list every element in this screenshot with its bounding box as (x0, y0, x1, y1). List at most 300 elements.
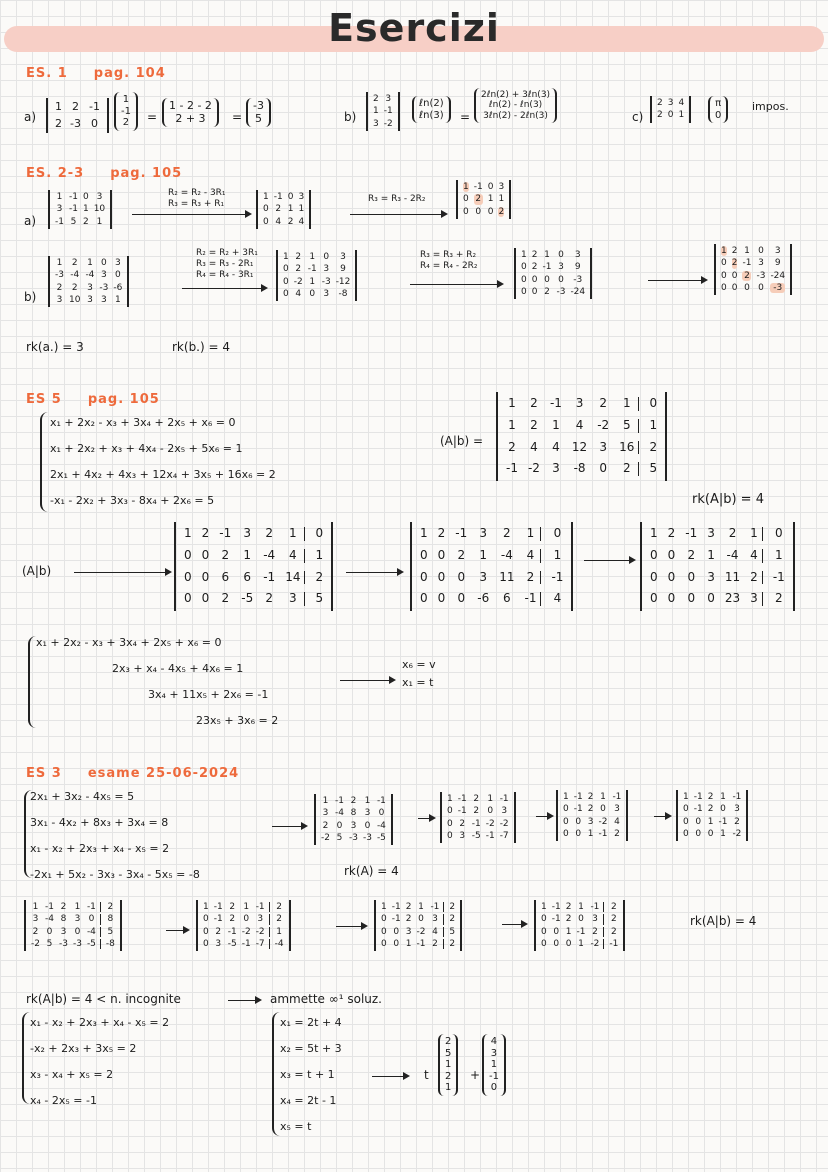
matrix-cell: -1 (44, 902, 54, 912)
matrix-cell: 0 (115, 270, 121, 281)
matrix-cell: 0 (575, 816, 582, 827)
matrix-cell: 0 (315, 526, 324, 540)
matrix-cell: -1 (87, 902, 101, 912)
matrix-cell: 0 (475, 206, 482, 217)
matrix-cell: 3 (87, 282, 93, 293)
matrix-cell: 2 (405, 914, 412, 925)
row-operation: R₂ = R₂ + 3R₁ (196, 248, 258, 258)
matrix-cell: 3 (405, 926, 412, 937)
matrix-cell: -1 (455, 526, 468, 540)
matrix-cell: -2 (485, 818, 495, 829)
matrix-cell: -1 (416, 939, 426, 950)
matrix-cell: -1 (391, 914, 401, 925)
arrow (228, 1000, 260, 1001)
matrix-cell: -4 (263, 547, 276, 562)
es3-system (30, 784, 200, 888)
matrix-cell: 0 (447, 818, 453, 829)
matrix-cell: 0 (263, 216, 269, 227)
matrix-cell: 1 (203, 902, 209, 912)
matrix-cell: 2 (221, 547, 230, 562)
matrix-cell: 3 (96, 192, 103, 202)
matrix-cell: 1 (750, 527, 763, 541)
equals-sign: = (232, 110, 243, 124)
vector-entry: 5 (445, 1047, 452, 1059)
matrix-cell: 2 (322, 820, 329, 831)
matrix-cell: 1 (707, 547, 715, 562)
matrix-cell: 1 (315, 547, 324, 562)
matrix-cell: 4 (750, 549, 763, 563)
system-brace (22, 1012, 30, 1104)
matrix-cell: 2 (728, 526, 737, 540)
matrix-cell: 3 (285, 592, 305, 606)
matrix-cell: -3 (348, 833, 358, 844)
es3-matrix-a3 (676, 790, 748, 841)
matrix-cell: 1 (32, 902, 39, 912)
vector-entry: 1 - 2 - 2 (169, 99, 212, 112)
vector-entry: -1 (489, 1070, 499, 1082)
row-operation: R₃ = R₃ - 2R₂ (368, 194, 426, 204)
matrix-cell: 1 (56, 192, 63, 202)
matrix-cell: 0 (683, 829, 689, 840)
matrix-cell: 1 (263, 192, 269, 202)
es3-matrix-b3 (534, 900, 625, 951)
es5-chain-label: (A|b) (22, 564, 52, 578)
matrix-cell: -1 (263, 569, 276, 584)
matrix-cell: 5 (46, 939, 53, 950)
matrix-cell: -1 (376, 796, 386, 806)
matrix-cell: 10 (93, 204, 106, 215)
matrix-cell: 4 (678, 98, 685, 108)
matrix-cell: -3 (321, 276, 331, 287)
matrix-cell: -2 (598, 816, 608, 827)
matrix-cell: -1 (430, 902, 444, 912)
matrix-cell: 2 (587, 804, 594, 815)
matrix-cell: -5 (471, 831, 481, 842)
matrix-cell: 3 (101, 295, 107, 306)
es3-conclusion-b: ammette ∞¹ soluz. (270, 992, 382, 1006)
matrix-cell: 3 (115, 258, 121, 268)
es5-reduced-eq-1: x₁ + 2x₂ - x₃ + 3x₄ + 2x₅ + x₆ = 0 (36, 636, 222, 649)
plus-sign: + (470, 1068, 481, 1082)
matrix-cell: 1 (707, 816, 714, 827)
matrix-cell: 0 (667, 591, 676, 606)
matrix-cell: -4 (44, 914, 54, 925)
arrow (74, 572, 170, 573)
matrix-cell: -2 (527, 461, 540, 476)
matrix-cell: 1 (82, 204, 89, 215)
matrix-cell: 0 (74, 926, 81, 937)
matrix-cell: 1 (578, 939, 584, 950)
matrix-cell: -4 (87, 927, 101, 937)
es23-rank-b: rk(b.) = 4 (172, 340, 230, 354)
es1-c-note: impos. (752, 100, 789, 113)
es1-heading: ES. 1 pag. 104 (26, 66, 166, 81)
vector-entry: 5 (254, 111, 262, 125)
matrix-cell: 1 (650, 526, 658, 540)
matrix-cell: 2 (667, 526, 676, 540)
matrix-cell: 1 (364, 796, 371, 806)
matrix-cell: 1 (508, 396, 516, 410)
matrix-cell: 2 (707, 804, 714, 815)
matrix-cell: -7 (256, 939, 270, 949)
matrix-cell: -4 (376, 820, 386, 831)
arrow (372, 1076, 408, 1077)
es5-reduced-eq-4: 23x₅ + 3x₆ = 2 (196, 714, 279, 727)
es23-a-row-ops-1 (168, 188, 226, 210)
equation: 2x₁ + 4x₂ + 4x₃ + 12x₄ + 3x₅ + 16x₆ = 2 (50, 468, 276, 481)
matrix-cell: 2 (55, 116, 62, 130)
matrix-cell: 0 (243, 914, 250, 925)
matrix-cell: 1 (87, 258, 93, 268)
es1-c-matrix (650, 96, 691, 123)
matrix-cell: 0 (378, 808, 385, 819)
matrix-cell: 3 (574, 250, 581, 260)
matrix-cell: 0 (487, 206, 494, 217)
matrix-cell: 1 (600, 792, 606, 802)
matrix-cell: 2 (373, 94, 379, 104)
matrix-cell: -3 (362, 833, 372, 844)
arrow (584, 560, 634, 561)
matrix-cell: -2 (31, 939, 40, 950)
equation: x₁ - x₂ + 2x₃ + x₄ - x₅ = 2 (30, 842, 170, 855)
matrix-cell: 2 (276, 914, 283, 925)
matrix-cell: 0 (553, 526, 562, 540)
matrix-cell: 0 (46, 926, 53, 937)
matrix-cell: 6 (243, 569, 252, 584)
matrix-cell: 0 (457, 569, 466, 584)
matrix-cell: 1 (525, 527, 542, 541)
matrix-cell: 3 (552, 461, 560, 476)
matrix-cell: 0 (758, 246, 764, 256)
matrix-cell: -1 (383, 106, 393, 117)
vector-entry: 0 (490, 1082, 498, 1093)
matrix-cell: 0 (649, 396, 658, 410)
matrix-cell: 2 (619, 462, 639, 476)
es3-reduced-system (30, 1010, 169, 1114)
matrix-cell: -4 (726, 547, 739, 562)
vector-entry: 3ℓn(2) - 2ℓn(3) (483, 110, 548, 121)
matrix-cell: 1 (463, 182, 469, 192)
es5-reduced-eq-3: 3x₄ + 11x₅ + 2x₆ = -1 (148, 688, 269, 701)
page-title: Esercizi (328, 6, 500, 50)
matrix-cell: 2 (475, 194, 482, 205)
matrix-cell: 0 (553, 926, 560, 937)
matrix-cell: 0 (203, 939, 209, 950)
matrix-cell: 0 (287, 192, 294, 202)
matrix-cell: 3 (350, 820, 357, 831)
matrix-cell: 5 (315, 591, 324, 606)
equation: x₂ = 5t + 3 (280, 1042, 342, 1055)
matrix-cell: 3 (373, 118, 379, 129)
matrix-cell: 1 (287, 204, 294, 215)
matrix-cell: 0 (283, 264, 289, 275)
matrix-cell: 3 (501, 806, 508, 817)
matrix-cell: 2 (734, 816, 740, 827)
matrix-cell: 3 (707, 569, 715, 584)
es3-matrix-b0 (24, 900, 122, 951)
matrix-cell: 9 (340, 264, 346, 275)
matrix-cell: 1 (720, 829, 726, 840)
matrix-cell: -4 (500, 547, 513, 562)
matrix-cell: -1 (576, 926, 586, 937)
vector-entry: 1 (490, 1059, 498, 1070)
equation: x₃ = t + 1 (280, 1068, 335, 1081)
matrix-cell: 3 (558, 262, 564, 273)
row-operation: R₃ = R₃ - 2R₁ (196, 259, 254, 269)
matrix-cell: 1 (487, 194, 494, 205)
es23-b-label: b) (24, 290, 37, 304)
matrix-cell: 0 (283, 289, 289, 300)
matrix-cell: 11 (724, 569, 741, 584)
matrix-cell: 0 (201, 591, 210, 606)
matrix-cell: 3 (599, 439, 607, 454)
equation: x₃ - x₄ + x₅ = 2 (30, 1068, 114, 1081)
matrix-cell: 1 (498, 194, 505, 205)
matrix-cell: 3 (479, 569, 488, 584)
matrix-cell: 3 (459, 831, 466, 842)
matrix-cell: 1 (115, 295, 121, 306)
matrix-cell: -1 (525, 592, 542, 606)
matrix-cell: 4 (530, 439, 538, 454)
matrix-cell: -5 (227, 939, 237, 950)
matrix-cell: 2 (449, 914, 456, 925)
matrix-cell: 2 (201, 526, 210, 540)
matrix-cell: 2 (265, 526, 274, 540)
matrix-cell: -4 (334, 808, 344, 819)
matrix-cell: -2 (241, 926, 251, 937)
matrix-cell: -1 (68, 204, 78, 215)
vector-entry: 2 + 3 (175, 111, 206, 125)
matrix-cell: -2 (416, 926, 426, 937)
matrix-cell: 2 (287, 216, 294, 227)
matrix-cell: 1 (96, 216, 103, 227)
matrix-cell: 1 (381, 902, 387, 912)
matrix-cell: -1 (693, 792, 703, 802)
matrix-cell: -1 (457, 806, 467, 817)
matrix-cell: 0 (600, 804, 606, 815)
matrix-cell: 0 (521, 274, 527, 285)
matrix-cell: 3 (364, 808, 371, 819)
matrix-cell: 3 (101, 270, 107, 281)
matrix-cell: 1 (309, 252, 316, 262)
matrix-cell: 0 (463, 206, 469, 217)
matrix-cell: 1 (276, 926, 283, 937)
matrix-cell: 2 (82, 216, 89, 227)
matrix-cell: 2 (60, 902, 67, 912)
matrix-cell: -1 (307, 264, 317, 275)
matrix-cell: 0 (650, 547, 658, 562)
matrix-cell: 0 (203, 914, 209, 925)
matrix-cell: 1 (721, 246, 727, 256)
vector-entry: 1 (445, 1059, 452, 1070)
matrix-cell: 0 (184, 547, 192, 562)
equation: x₁ + 2x₂ - x₃ + 3x₄ + 2x₅ + x₆ = 0 (50, 416, 236, 429)
arrow (654, 816, 670, 817)
equals-sign: = (460, 110, 471, 124)
matrix-cell: -1 (742, 258, 752, 269)
matrix-cell: -1 (612, 792, 622, 802)
matrix-cell: -3 (55, 270, 64, 281)
matrix-cell: 0 (420, 591, 428, 606)
matrix-cell: 4 (552, 439, 560, 454)
matrix-cell: 0 (487, 806, 494, 817)
matrix-cell: 0 (463, 194, 469, 205)
matrix-cell: 4 (553, 591, 562, 606)
matrix-cell: 2 (229, 914, 236, 925)
es23-a-matrix-2 (456, 180, 511, 219)
matrix-cell: 0 (82, 192, 89, 202)
matrix-cell: 1 (563, 792, 569, 802)
matrix-cell: -1 (551, 569, 564, 584)
matrix-cell: 5 (619, 419, 639, 433)
matrix-cell: 2 (525, 571, 542, 585)
es5-matrix-3 (640, 522, 795, 611)
vector-entry: -3 (253, 99, 264, 112)
matrix-cell: 2 (459, 818, 466, 829)
matrix-cell: 1 (405, 939, 412, 950)
matrix-cell: 0 (87, 914, 101, 924)
matrix-cell: 4 (575, 417, 584, 432)
matrix-cell: 0 (393, 926, 400, 937)
matrix-cell: 0 (667, 569, 676, 584)
es23-b-row-ops-1 (196, 248, 258, 281)
matrix-cell: 2 (430, 939, 444, 949)
matrix-cell: 0 (203, 926, 209, 937)
arrow (272, 826, 306, 827)
matrix-cell: 0 (437, 547, 446, 562)
matrix-cell: 0 (558, 250, 564, 260)
matrix-cell: 0 (541, 914, 547, 925)
matrix-cell: -1 (334, 796, 344, 806)
matrix-cell: 2 (457, 547, 466, 562)
matrix-cell: -2 (597, 417, 610, 432)
matrix-cell: 0 (381, 914, 387, 925)
matrix-cell: 2 (611, 902, 617, 912)
matrix-cell: 12 (571, 439, 588, 454)
matrix-cell: 0 (707, 829, 714, 840)
row-operation: R₃ = R₃ + R₂ (420, 250, 477, 260)
es23-b-matrix-3 (714, 244, 792, 295)
matrix-cell: -1 (485, 831, 495, 842)
matrix-cell: 2 (531, 262, 538, 273)
es23-b-matrix-0 (48, 256, 129, 307)
matrix-cell: 1 (649, 417, 658, 432)
matrix-cell: 5 (107, 926, 114, 937)
matrix-cell: 1 (521, 250, 527, 260)
matrix-cell: 0 (283, 276, 289, 287)
arrow (648, 280, 706, 281)
matrix-cell: 1 (508, 417, 516, 432)
matrix-cell: 0 (563, 829, 569, 840)
matrix-cell: 2 (611, 914, 617, 925)
matrix-cell: 0 (101, 258, 107, 268)
matrix-cell: 1 (298, 204, 305, 215)
es3-matrix-b1 (196, 900, 291, 951)
vector-entry: 4 (490, 1036, 498, 1047)
matrix-cell: -5 (241, 591, 254, 606)
arrow (336, 926, 366, 927)
matrix-cell: 23 (724, 591, 741, 606)
matrix-cell: 0 (393, 939, 400, 950)
equation: -x₂ + 2x₃ + 3x₅ = 2 (30, 1042, 137, 1055)
matrix-cell: 0 (720, 804, 726, 815)
matrix-cell: 1 (309, 276, 316, 287)
matrix-cell: 2 (71, 100, 79, 113)
matrix-cell: 2 (611, 926, 617, 937)
matrix-cell: 2 (544, 287, 550, 298)
es5-alb-label: (A|b) = (440, 434, 484, 448)
matrix-cell: 1 (285, 527, 305, 541)
matrix-cell: 0 (263, 204, 269, 215)
matrix-cell: 14 (285, 571, 305, 585)
matrix-cell: -1 (457, 794, 467, 804)
arrow (346, 572, 402, 573)
es5-matrix-2 (410, 522, 573, 611)
es5-param-2: x₁ = t (402, 676, 434, 689)
matrix-cell: 11 (499, 569, 515, 584)
matrix-cell: 0 (364, 820, 371, 831)
matrix-cell: 0 (418, 914, 424, 925)
matrix-cell: 1 (243, 902, 250, 912)
matrix-cell: 2 (531, 250, 538, 260)
matrix-cell: -1 (213, 902, 223, 912)
matrix-cell: 0 (578, 914, 584, 925)
matrix-cell: 0 (447, 831, 453, 842)
matrix-cell: 0 (650, 591, 658, 606)
matrix-cell: -3 (573, 274, 583, 285)
matrix-cell: 2 (473, 794, 480, 804)
matrix-cell: -5 (376, 833, 386, 844)
matrix-cell: 0 (683, 816, 689, 827)
es23-a-label: a) (24, 214, 37, 228)
matrix-cell: -3 (72, 939, 82, 950)
matrix-cell: 1 (479, 547, 488, 562)
matrix-cell: 0 (687, 591, 696, 606)
matrix-cell: -1 (542, 262, 552, 273)
matrix-cell: -3 (99, 282, 109, 293)
matrix-cell: 1 (487, 794, 494, 804)
matrix-cell: 1 (544, 250, 550, 260)
system-brace (40, 412, 48, 512)
equation: x₄ - 2x₅ = -1 (30, 1094, 97, 1107)
matrix-cell: -8 (338, 289, 348, 300)
vector-entry: 3 (490, 1047, 498, 1059)
matrix-cell: 3 (298, 192, 305, 202)
es1-b-vector (412, 96, 451, 123)
matrix-cell: 2 (599, 396, 607, 410)
matrix-cell: 0 (707, 591, 715, 606)
matrix-cell: 10 (68, 295, 81, 306)
matrix-cell: 3 (750, 592, 763, 606)
matrix-cell: 3 (323, 289, 330, 300)
row-operation: R₂ = R₂ - 3R₁ (168, 188, 226, 198)
equation: x₅ = t (280, 1120, 312, 1133)
es1-a-result-2 (246, 98, 271, 127)
matrix-cell: 4 (430, 927, 444, 937)
matrix-cell: 2 (657, 110, 663, 121)
matrix-cell: -1 (219, 526, 232, 540)
es1-a-result-1 (162, 98, 219, 127)
matrix-cell: 0 (683, 804, 689, 815)
es1-b-result (474, 88, 557, 123)
matrix-cell: 2 (56, 282, 63, 293)
matrix-cell: 2 (71, 258, 78, 268)
system-brace (28, 636, 36, 728)
matrix-cell: 0 (420, 547, 428, 562)
matrix-cell: 0 (721, 283, 727, 294)
matrix-cell: 1 (578, 902, 584, 912)
matrix-cell: -1 (598, 829, 608, 840)
